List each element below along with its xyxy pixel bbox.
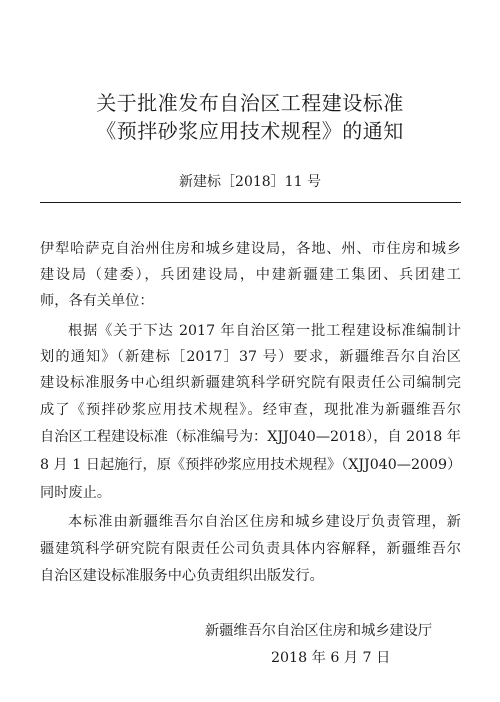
issuer-signature: 新疆维吾尔自治区住房和城乡建设厅 xyxy=(205,623,433,639)
body-line: 疆建筑科学研究院有限责任公司负责具体内容解释，新疆维吾尔 xyxy=(40,541,461,557)
body-line: 划的通知》（新建标［2017］37 号）要求，新疆维吾尔自治区 xyxy=(40,349,461,365)
body-line: 伊犁哈萨克自治州住房和城乡建设局，各地、州、市住房和城乡 xyxy=(40,241,461,257)
header-divider xyxy=(40,202,461,203)
body-line: 自治区建设标准服务中心负责组织出版发行。 xyxy=(40,568,324,584)
body-line: 自治区工程建设标准（标准编号为：XJJ040—2018），自 2018 年 xyxy=(40,429,461,445)
body-line: 成了《预拌砂浆应用技术规程》。经审查，现批准为新疆维吾尔 xyxy=(40,402,461,418)
body-line: 建设标准服务中心组织新疆建筑科学研究院有限责任公司编制完 xyxy=(40,375,461,391)
body-line: 同时废止。 xyxy=(40,485,111,501)
body-line: 建设局（建委），兵团建设局，中建新疆建工集团、兵团建工 xyxy=(40,267,461,283)
notice-title-line-2: 《预拌砂浆应用技术规程》的通知 xyxy=(96,119,404,143)
issue-date: 2018 年 6 月 7 日 xyxy=(271,650,391,666)
body-line: 师，各有关单位： xyxy=(40,293,154,309)
body-line: 根据《关于下达 2017 年自治区第一批工程建设标准编制计 xyxy=(68,323,461,339)
body-line: 8 月 1 日起施行，原《预拌砂浆应用技术规程》（XJJ040—2009） xyxy=(40,457,462,473)
body-line: 本标准由新疆维吾尔自治区住房和城乡建设厅负责管理，新 xyxy=(68,514,461,530)
notice-title-line-1: 关于批准发布自治区工程建设标准 xyxy=(96,91,404,115)
document-number: 新建标［2018］11 号 xyxy=(179,174,321,190)
